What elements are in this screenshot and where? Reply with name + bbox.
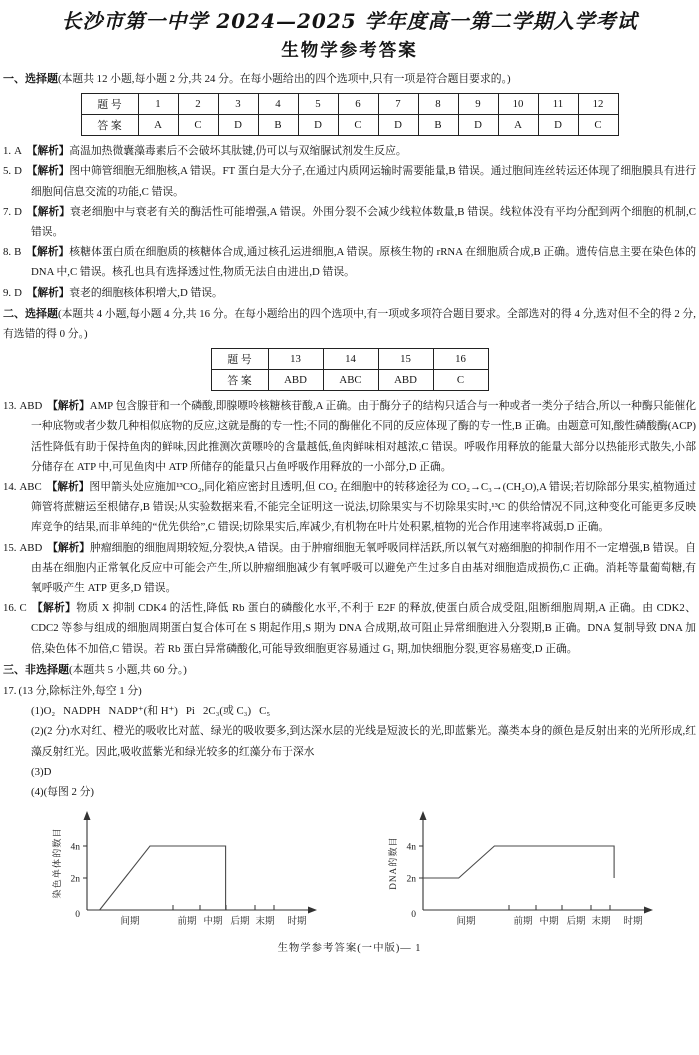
question-answer: D [14,165,22,178]
question-number: 13. [3,400,17,413]
x-axis-title: 时期 [622,917,643,928]
question-answer: D [14,286,22,299]
x-label-telophase: 末期 [254,917,275,928]
table-row [211,370,488,391]
question-answer: D [14,205,22,218]
dna-count-chart [383,805,683,933]
jiexi-label: 【解析】 [26,145,70,158]
page-title: 生物学参考答案 [281,41,418,61]
explanation-text: 衰老细胞中与衰老有关的酶活性可能增强,A 错误。外围分裂不会减少线粒体数量,B 错误。线粒体没有平均分配到两个细胞的机制,C 错误。 [31,205,696,239]
x-axis-title: 时期 [286,917,307,928]
question-number: 1. [3,145,12,158]
question17-answer-4: (4)(每图 2 分) [31,786,94,799]
question-answer: A [14,145,22,158]
x-axis-arrow-icon [308,907,317,914]
question-answer: ABC [19,481,42,494]
answer-cell: C [338,115,378,136]
page-footer: 生物学参考答案(一中版)— 1 [277,943,422,955]
question-answer: C [19,602,27,615]
explanation-text: 核糖体蛋白质在细胞质的核糖体合成,通过核孔运进细胞,A 错误。原核生物的 rRNA 在细胞质合成,B 正确。遗传信息主要在染色体的 DNA 中,C 错误。核孔也具有选择透过性,物质无法自由进出,D 错误。 [31,246,697,279]
section1-heading [3,69,696,89]
explanation-q13 [3,396,696,477]
section3-heading-bold: 三、非选择题 [3,662,69,676]
section3-heading [3,660,696,680]
y-tick-label-4n: 4n [406,842,416,853]
explanation-text: 图甲箭头处应施加¹³CO₂,同化箱应密封且透明,但 CO₂ 在细胞中的转移途径为 CO₂→C₃→(CH₂O),A 错误;若切除部分果实,植物通过筛管将蔗糖运至根储存,B 错误;从实验数据来看,不能完全证明这一说法,切除果实与不切除果实时,¹³C 的供给情况不同,这种变化可能更多反映库竞争的结果,而非单纯的“优先供给”,C 错误;切除果实后,库减少,有机物在叶片处积累,植物的光合作用速率将减弱,D 正确。 [31,481,696,534]
answer-cell: B [258,115,298,136]
jiexi-label: 【解析】 [26,286,70,299]
y-tick-label-4n: 4n [70,842,80,853]
y-axis-label: DNA的数目 [387,836,398,891]
exam-title: 长沙市第一中学 2024—2025 学年度高一第二学期入学考试 [61,9,638,33]
x-label-metaphase: 中期 [538,917,559,928]
explanation-q16 [3,598,696,659]
qnum-cell: 12 [578,94,618,115]
jiexi-label: 【解析】 [47,400,90,413]
qnum-cell: 8 [418,94,458,115]
explanation-q8 [3,242,696,282]
chromatid-series-line [99,846,225,910]
jiexi-label: 【解析】 [26,246,70,259]
qnum-label-cell: 题 号 [211,349,268,370]
question-number: 16. [3,602,17,615]
y-tick-label-2n: 2n [70,874,80,885]
explanation-q9 [3,283,696,303]
section3-heading-rest: (本题共 5 小题,共 60 分。) [69,663,187,676]
x-label-interphase: 间期 [119,917,140,928]
question17-score-note: (13 分,除标注外,每空 1 分) [18,685,142,698]
explanation-text: 肿瘤细胞的细胞周期较短,分裂快,A 错误。由于肿瘤细胞无氧呼吸同样活跃,所以氧气对癌细胞的抑制作用不一定增强,B 错误。自由基在细胞内正常氧化反应中可能会产生,所以肿瘤细胞减少有氧呼吸可以避免产生过多自由基对细胞造成损伤,C 正确。消耗等量葡萄糖,有氧呼吸产生 ATP 更多,D 错误。 [31,541,697,595]
answer-cell: ABD [268,370,323,391]
table-row [211,349,488,370]
question-number: 7. [3,205,12,218]
qnum-cell: 13 [268,349,323,370]
question17-charts [33,805,696,933]
qnum-cell: 4 [258,94,298,115]
qnum-cell: 9 [458,94,498,115]
x-label-prophase: 前期 [512,917,533,928]
question-answer: B [14,246,22,259]
explanation-text: 物质 X 抑制 CDK4 的活性,降低 Rb 蛋白的磷酸化水平,不利于 E2F 的释放,使蛋白质合成受阻,阻断细胞周期,A 正确。由 CDK2、CDC2 等参与组成的细胞周期蛋白复合体可在 S 期起作用,S 期为 DNA 合成期,故可阻止异常细胞进入分裂期,B 正确。DNA 复制导致 DNA 加倍,染色体不加倍,C 错误。若 Rb 蛋白异常磷酸化,可能导致细胞更容易通过 G₁ 期,加快细胞分裂,更容易癌变,D 正确。 [31,602,696,655]
answer-cell: C [433,370,488,391]
explanation-q15 [3,538,696,599]
explanation-q7 [3,202,696,242]
jiexi-label: 【解析】 [46,481,90,494]
x-label-anaphase: 后期 [565,917,586,928]
y-axis-arrow-icon [419,811,426,820]
qnum-cell: 15 [378,349,433,370]
explanation-text: 衰老的细胞核体积增大,D 错误。 [69,286,223,299]
answer-cell: A [498,115,538,136]
question17-answer-1: (1)O₂ NADPH NADP⁺(和 H⁺) Pi 2C₃(或 C₃) C₅ [31,705,271,718]
x-axis-arrow-icon [644,907,653,914]
question-number: 5. [3,165,12,178]
qnum-cell: 3 [218,94,258,115]
y-tick-label-2n: 2n [406,874,416,885]
qnum-cell: 1 [138,94,178,115]
x-label-interphase: 间期 [455,917,476,928]
qnum-cell: 14 [323,349,378,370]
qnum-cell: 16 [433,349,488,370]
explanation-text: 图中筛管细胞无细胞核,A 错误。FT 蛋白是大分子,在通过内质网运输时需要能量,B 错误。通过胞间连丝转运还体现了细胞膜具有进行细胞间信息交流的功能,C 错误。 [31,165,697,198]
chromatid-count-chart [47,805,347,933]
answer-label-cell: 答 案 [81,115,138,136]
section1-heading-bold: 一、选择题 [3,72,58,85]
answer-cell: ABD [378,370,433,391]
answer-cell: D [538,115,578,136]
section2-heading-bold: 二、选择题 [3,306,58,320]
question17-head [3,681,696,701]
answer-cell: A [138,115,178,136]
question-answer: ABD [19,400,43,413]
answer-table-1 [81,93,619,136]
explanation-text: 高温加热微囊藻毒素后不会破坏其肽键,仍可以与双缩脲试剂发生反应。 [69,145,407,158]
jiexi-label: 【解析】 [47,541,90,554]
qnum-cell: 6 [338,94,378,115]
qnum-cell: 2 [178,94,218,115]
qnum-cell: 10 [498,94,538,115]
y-axis-arrow-icon [83,811,90,820]
dna-series-line [423,846,614,878]
table-row [81,115,618,136]
answer-cell: D [298,115,338,136]
qnum-cell: 7 [378,94,418,115]
y-axis-label: 染色单体的数目 [51,827,62,899]
jiexi-label: 【解析】 [26,165,70,178]
answer-cell: D [378,115,418,136]
question-number: 9. [3,286,12,299]
qnum-cell: 5 [298,94,338,115]
jiexi-label: 【解析】 [26,205,70,218]
explanation-q14 [3,477,696,538]
question17-answer-2: (2)(2 分)水对红、橙光的吸收比对蓝、绿光的吸收要多,到达深水层的光线是短波长的光,即蓝紫光。藻类本身的颜色是反射出来的光所形成,红藻反射红光。因此,吸收蓝紫光和绿光较多的红藻分布于深水 [31,725,696,758]
section1-heading-rest: (本题共 12 小题,每小题 2 分,共 24 分。在每小题给出的四个选项中,只有一项是符合题目要求的。) [58,73,511,85]
section2-heading-rest: (本题共 4 小题,每小题 4 分,共 16 分。在每小题给出的四个选项中,有一项或多项符合题目要求。全部选对的得 4 分,选对但不全的得 2 分,有选错的得 0 分。) [3,307,696,341]
qnum-label-cell: 题 号 [81,94,138,115]
answer-cell: C [178,115,218,136]
answer-label-cell: 答 案 [211,370,268,391]
question17-answer-3: (3)D [31,765,52,778]
question-number: 14. [3,481,17,494]
answer-cell: C [578,115,618,136]
jiexi-label: 【解析】 [31,602,77,615]
question-answer: ABD [19,541,43,554]
origin-label: 0 [74,910,80,921]
x-label-telophase: 末期 [590,917,611,928]
section2-heading [3,304,696,344]
answer-table-2 [211,348,489,391]
table-row [81,94,618,115]
x-label-anaphase: 后期 [229,917,250,928]
x-label-metaphase: 中期 [202,917,223,928]
question-number: 8. [3,246,12,259]
explanation-q1 [3,141,696,161]
question-number: 15. [3,541,17,554]
qnum-cell: 11 [538,94,578,115]
answer-cell: D [458,115,498,136]
answer-cell: D [218,115,258,136]
explanation-text: AMP 包含腺苷和一个磷酸,即腺嘌呤核糖核苷酸,A 正确。由于酶分子的结构只适合与一种或者一类分子结合,所以一种酶只能催化一种底物或者少数几种相似底物的反应,这就是酶的专一性;不同的酶催化不同的反应体现了酶的专一性,B 正确。由题意可知,酸性磷酸酶(ACP)活性降低有助于保持鱼肉的鲜味,因此推测次黄嘌呤的含量越低,鱼肉鲜味相对越浓,C 错误。呼吸作用释放的能量大部分以热能形式散失,小部分储存在 ATP 中,可见鱼肉中 ATP 所储存的能量只占鱼呼吸作用释放的一小部分,D 正确。 [31,400,697,473]
x-label-prophase: 前期 [176,917,197,928]
answer-cell: B [418,115,458,136]
origin-label: 0 [410,910,416,921]
question-number: 17. [3,685,17,698]
explanation-q5 [3,161,696,201]
answer-cell: ABC [323,370,378,391]
